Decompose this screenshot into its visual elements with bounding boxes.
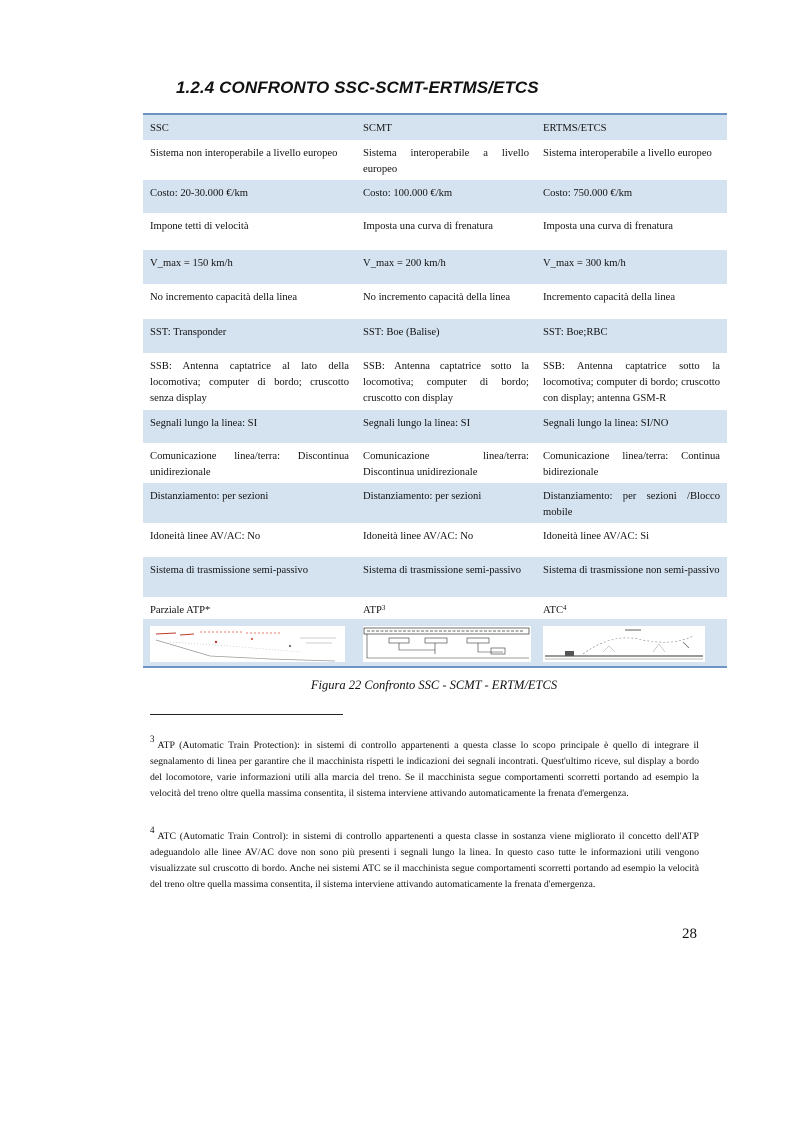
table-cell: No incremento capacità della linea [150,292,298,303]
footnote-text: ATC (Automatic Train Control): in sistemi di controllo appartenenti a questa classe in sostanza viene migliorato il concetto dell'ATP adeguandolo alle linee AV/AC dove non sono più presenti i segnali lungo la linea. In questo caso tutte le informazioni utili vengono visualizzate sul cruscotto di bordo. Anche nei sistemi ATC se il macchinista segue comportamenti scorretti portando ad esempio la velocità del treno oltre quella massima consentita, il sistema interviene attivando automaticamente la frenata d'emergenza. [150,831,699,890]
table-cell: Segnali lungo la linea: SI [143,410,356,443]
table-cell: V_max = 300 km/h [536,250,727,284]
table-row [143,180,727,213]
scmt-protection-label: ATP [363,605,382,616]
comparison-table [143,113,727,668]
table-cell [143,597,356,619]
footnote-text: ATP (Automatic Train Protection): in sistemi di controllo appartenenti a questa classe lo scopo principale è quello di integrare il segnalamento di linea per garantire che il macchinista rispetti le indicazioni dei segnali incontrati. Quest'ultimo riceve, sul display a bordo del locomotore, varie informazioni utili alla marcia del treno. Se il macchinista segue comportamenti scorretti portando ad esempio la velocità del treno oltre quella massima consentita, il sistema interviene attivando automaticamente la frenata d'emergenza. [150,740,699,799]
page-number: 28 [682,926,697,942]
figure-caption: Figura 22 Confronto SSC - SCMT - ERTM/ETCS [310,678,558,692]
table-cell: SSB: Antenna captatrice sotto la locomotiva; computer di bordo; cruscotto con display; antenna GSM-R [543,361,720,404]
table-row [143,250,727,284]
ertms-protection-label: ATC [543,605,564,616]
table-cell: SSB: Antenna captatrice sotto la locomotiva; computer di bordo; cruscotto con display [363,361,529,404]
ssc-diagram-thumbnail [150,626,345,662]
table-cell [356,619,536,667]
table-cell: SST: Transponder [143,319,356,353]
table-cell: SSB: Antenna captatrice al lato della locomotiva; computer di bordo; cruscotto senza display [150,361,349,404]
table-cell [536,619,727,667]
table-row [143,483,727,523]
table-row [143,557,727,597]
table-cell: Comunicazione linea/terra: Continua bidirezionale [543,451,720,478]
table-cell: No incremento capacità della linea [363,292,511,303]
table-cell: Sistema non interoperabile a livello europeo [150,148,338,159]
table-row [143,284,727,319]
table-cell [356,597,536,619]
footnote-ref-3[interactable]: 3 [381,604,386,612]
table-cell: Costo: 750.000 €/km [536,180,727,213]
header-ertms: ERTMS/ETCS [536,114,727,140]
table-cell: Distanziamento: per sezioni /Blocco mobile [536,483,727,523]
table-cell: SST: Boe;RBC [536,319,727,353]
table-row [143,597,727,619]
table-cell [536,597,727,619]
table-cell [143,619,356,667]
table-cell: SST: Boe (Balise) [356,319,536,353]
table-cell: Segnali lungo la linea: SI/NO [536,410,727,443]
table-cell: Sistema di trasmissione semi-passivo [356,557,536,597]
table-cell: Idoneità linee AV/AC: No [363,531,474,542]
table-cell: Sistema interoperabile a livello europeo [543,148,712,159]
ertms-diagram-thumbnail [543,626,705,662]
table-row [143,213,727,250]
table-row [143,443,727,483]
table-row [143,353,727,410]
table-image-row [143,619,727,667]
table-row [143,410,727,443]
table-cell: Sistema interoperabile a livello europeo [363,148,529,175]
footnote-ref-4[interactable]: 4 [563,604,567,612]
section-heading: 1.2.4 CONFRONTO SSC-SCMT-ERTMS/ETCS [176,78,539,97]
table-row [143,319,727,353]
table-cell: Comunicazione linea/terra: Discontinua unidirezionale [150,451,349,478]
table-row [143,140,727,180]
table-cell: Incremento capacità della linea [543,292,676,303]
table-cell: Impone tetti di velocità [150,221,249,232]
footnote-4 [150,825,699,893]
table-cell: Sistema di trasmissione semi-passivo [143,557,356,597]
header-scmt: SCMT [356,114,536,140]
footnote-mark: 4 [150,825,155,835]
table-cell: Distanziamento: per sezioni [143,483,356,523]
footnote-3 [150,734,699,802]
table-cell: Idoneità linee AV/AC: No [150,531,261,542]
scmt-diagram-thumbnail [363,626,531,662]
table-row [143,523,727,557]
table-cell: Costo: 100.000 €/km [356,180,536,213]
table-cell: Sistema di trasmissione non semi-passivo [536,557,727,597]
table-cell: Imposta una curva di frenatura [543,221,674,232]
table-cell: Imposta una curva di frenatura [363,221,494,232]
ssc-protection-label: Parziale ATP* [150,605,211,616]
footnote-mark: 3 [150,734,155,744]
table-cell: Segnali lungo la linea: SI [356,410,536,443]
table-header-row [143,114,727,140]
table-cell: V_max = 200 km/h [356,250,536,284]
table-cell: Costo: 20-30.000 €/km [143,180,356,213]
header-ssc: SSC [143,114,356,140]
table-cell: Comunicazione linea/terra: Discontinua unidirezionale [363,451,529,478]
table-cell: Idoneità linee AV/AC: Si [543,531,650,542]
footnote-separator [150,714,343,715]
table-cell: V_max = 150 km/h [143,250,356,284]
table-cell: Distanziamento: per sezioni [356,483,536,523]
